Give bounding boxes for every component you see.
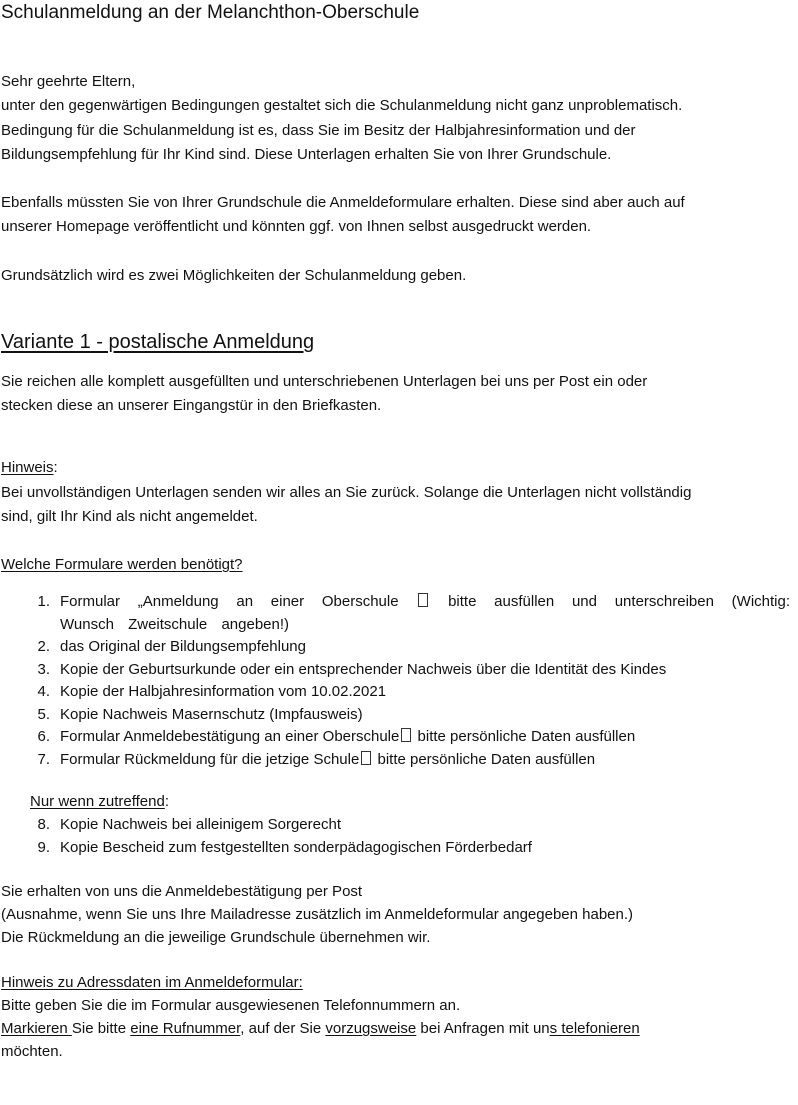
list-item-number: 9. [37, 838, 50, 856]
list-item-text-a: Formular „Anmeldung an einer Oberschule [60, 593, 399, 610]
list-item [20, 636, 790, 659]
address-heading [1, 972, 303, 995]
list-item-text-b: bitte persönliche Daten ausfüllen [413, 728, 636, 745]
conditional-label-text: Nur wenn zutreffend [30, 793, 165, 810]
forms-question [1, 554, 243, 577]
address-part-6: bei Anfragen mit un [416, 1020, 550, 1037]
list-item [20, 749, 790, 772]
list-item-text: Kopie der Halbjahresinformation vom 10.02.2021 [60, 683, 387, 700]
address-part-2: Sie bitte [71, 1020, 131, 1037]
forms-question-text: Welche Formulare werden benötigt? [1, 556, 243, 573]
variant1-heading: Variante 1 - postalische Anmeldung [1, 331, 315, 353]
hinweis-colon: : [53, 459, 58, 476]
address-line-3: möchten. [1, 1043, 63, 1060]
list-item-number: 1. [37, 593, 50, 610]
list-item [20, 659, 790, 682]
address-part-5: vorzugsweise [325, 1020, 417, 1037]
address-part-4: , auf der Sie [240, 1020, 326, 1037]
intro-line-1: unter den gegenwärtigen Bedingungen gestaltet sich die Schulanmeldung nicht ganz unproblematisch. [1, 97, 683, 114]
list-item [20, 704, 790, 727]
confirmation-line-2: (Ausnahme, wenn Sie uns Ihre Mailadresse zusätzlich im Anmeldeformular angegeben haben.) [1, 906, 634, 923]
list-item [20, 837, 790, 860]
list-item-text [60, 591, 790, 636]
conditional-forms-list [20, 814, 790, 859]
list-item [20, 681, 790, 704]
list-item [20, 726, 790, 749]
list-item-text: Kopie Bescheid zum festgestellten sonderpädagogischen Förderbedarf [60, 838, 532, 856]
variant1-line-1: Sie reichen alle komplett ausgefüllten und unterschriebenen Unterlagen bei uns per Post ein oder [1, 373, 648, 390]
list-item-number: 2. [37, 638, 50, 655]
address-part-1: Markieren [1, 1020, 72, 1037]
list-item-text [60, 749, 790, 772]
address-part-7: s telefonieren [549, 1020, 640, 1037]
address-part-3: eine Rufnummer [130, 1020, 241, 1037]
list-item-number: 8. [37, 816, 50, 833]
hinweis-line-1: Bei unvollständigen Unterlagen senden wir alles an Sie zurück. Solange die Unterlagen nicht vollständig [1, 484, 692, 501]
conditional-colon: : [164, 793, 169, 810]
hinweis-label [1, 457, 58, 480]
placeholder-box-icon [401, 728, 411, 742]
options-text: Grundsätzlich wird es zwei Möglichkeiten der Schulanmeldung geben. [1, 267, 467, 284]
list-item-text-b: bitte ausfüllen und unterschreiben (Wichtig: Wunsch Zweitschule angeben!) [60, 593, 791, 633]
list-item-text: Kopie Nachweis Masernschutz (Impfausweis) [60, 705, 363, 723]
list-item-text-a: Formular Anmeldebestätigung an einer Oberschule [60, 728, 400, 745]
list-item [20, 814, 790, 837]
list-item-text-a: Formular Rückmeldung für die jetzige Schule [60, 750, 360, 768]
list-item [20, 591, 790, 636]
greeting: Sehr geehrte Eltern, [1, 73, 136, 90]
list-item-text [60, 726, 790, 749]
list-item-number: 5. [37, 705, 50, 723]
address-heading-text: Hinweis zu Adressdaten im Anmeldeformular: [1, 974, 303, 991]
list-item-text: das Original der Bildungsempfehlung [60, 638, 306, 655]
list-item-number: 6. [37, 728, 50, 745]
list-item-text-b: bitte persönliche Daten ausfüllen [373, 750, 596, 768]
forms-line-2: unserer Homepage veröffentlicht und könnten ggf. von Ihnen selbst ausgedruckt werden. [1, 218, 592, 235]
list-item-text: Kopie der Geburtsurkunde oder ein entsprechender Nachweis über die Identität des Kindes [60, 660, 667, 678]
placeholder-box-icon [361, 751, 371, 765]
hinweis-line-2: sind, gilt Ihr Kind als nicht angemeldet. [1, 508, 258, 525]
required-forms-list [20, 591, 790, 771]
list-item-text: Kopie Nachweis bei alleinigem Sorgerecht [60, 816, 341, 833]
confirmation-line-1: Sie erhalten von uns die Anmeldebestätigung per Post [1, 883, 363, 900]
variant1-line-2: stecken diese an unserer Eingangstür in den Briefkasten. [1, 397, 382, 414]
intro-line-2: Bedingung für die Schulanmeldung ist es, dass Sie im Besitz der Halbjahresinformation und der [1, 122, 636, 139]
list-item-number: 7. [37, 750, 50, 768]
intro-line-3: Bildungsempfehlung für Ihr Kind sind. Diese Unterlagen erhalten Sie von Ihrer Grundschule. [1, 146, 612, 163]
address-line-2 [1, 1018, 640, 1041]
address-line-1: Bitte geben Sie die im Formular ausgewiesenen Telefonnummern an. [1, 997, 461, 1014]
hinweis-label-text: Hinweis [1, 459, 54, 476]
placeholder-box-icon [418, 593, 428, 607]
forms-line-1: Ebenfalls müssten Sie von Ihrer Grundschule die Anmeldeformulare erhalten. Diese sind aber auch auf [1, 194, 685, 211]
page-title: Schulanmeldung an der Melanchthon-Oberschule [1, 2, 420, 23]
conditional-label [30, 791, 169, 814]
list-item-number: 3. [37, 660, 50, 678]
confirmation-line-3: Die Rückmeldung an die jeweilige Grundschule übernehmen wir. [1, 929, 431, 946]
list-item-number: 4. [37, 683, 50, 700]
